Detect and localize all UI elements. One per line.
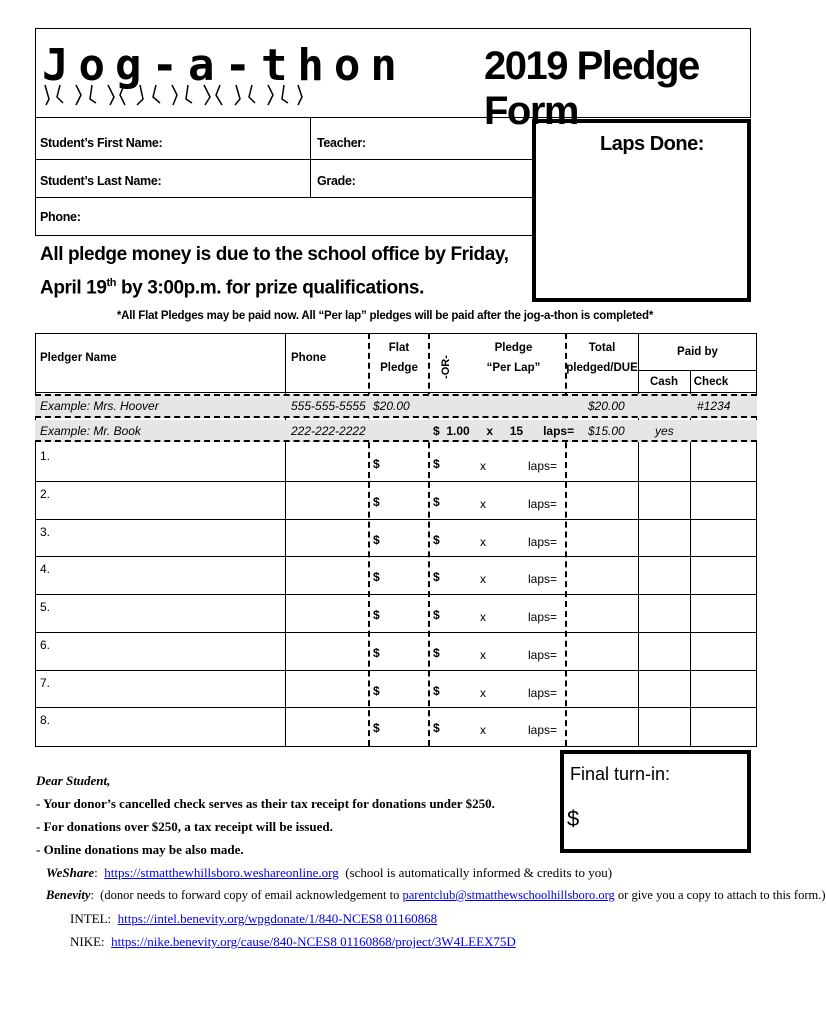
pledge-row[interactable] xyxy=(35,520,757,558)
header-flat-line1: Flat xyxy=(388,342,410,354)
header-check: Check xyxy=(693,376,729,388)
header-row-line xyxy=(35,392,757,393)
row-flat-dollar: $ xyxy=(373,608,380,622)
due-message-sup: th xyxy=(106,277,117,289)
benevity-post: or give you a copy to attach to this form.) xyxy=(614,888,826,902)
row-laps: laps= xyxy=(528,647,558,662)
header-total xyxy=(566,338,638,378)
final-turn-in-label: Final turn-in: xyxy=(570,764,671,784)
header-per-lap xyxy=(462,338,565,378)
row-laps: laps= xyxy=(528,610,558,624)
pledge-row[interactable] xyxy=(35,708,757,746)
weshare-colon: : xyxy=(94,865,98,880)
row-laps: laps= xyxy=(528,723,558,738)
weshare-label: WeShare xyxy=(46,865,95,880)
pledge-row[interactable] xyxy=(35,633,757,671)
row-lap-dollar: $ xyxy=(433,494,440,509)
row-flat-dollar: $ xyxy=(373,683,380,698)
example-1-flat: $20.00 xyxy=(373,399,410,413)
benevity-pre: : (donor needs to forward copy of email acknowledgement to xyxy=(90,888,403,902)
row-x: x xyxy=(480,610,486,624)
row-x: x xyxy=(480,723,486,738)
flat-pledge-note: *All Flat Pledges may be paid now. All “Per lap” pledges will be paid after the jog-a-thon is completed* xyxy=(116,310,654,322)
header-paid-by: Paid by xyxy=(677,346,718,358)
row-laps: laps= xyxy=(528,496,558,511)
example-2-per-lap: $ 1.00 x 15 laps= xyxy=(433,424,575,438)
teacher-label: Teacher: xyxy=(317,136,366,150)
benevity-email-link[interactable]: parentclub@stmatthewschoolhillsboro.org xyxy=(402,888,615,902)
intel-line xyxy=(70,911,437,927)
row-laps: laps= xyxy=(528,572,558,587)
pledge-row[interactable] xyxy=(35,482,757,520)
jogathon-title: Jog-a-thon xyxy=(42,40,407,91)
laps-done-label: Laps Done: xyxy=(600,133,704,155)
row-x: x xyxy=(480,685,486,700)
due-message-text-end: by 3:00p.m. for prize qualifications. xyxy=(116,277,424,299)
row-flat-dollar: $ xyxy=(373,532,380,547)
first-name-label: Student’s First Name: xyxy=(40,136,163,150)
row-x: x xyxy=(480,572,486,587)
row-lap-dollar: $ xyxy=(433,532,440,547)
header-phone: Phone xyxy=(291,352,327,364)
notes-bullet-receipt: - Your donor’s cancelled check serves as their tax receipt for donations under $250. xyxy=(36,796,495,811)
row-laps: laps= xyxy=(528,459,558,473)
header-total-line1: Total xyxy=(588,342,616,354)
row-x: x xyxy=(480,647,486,662)
row-lap-dollar: $ xyxy=(433,608,440,622)
last-name-label: Student’s Last Name: xyxy=(40,174,162,188)
row-laps: laps= xyxy=(528,685,558,700)
row-number: 5. xyxy=(40,600,51,614)
notes-bullet-online: - Online donations may be also made. xyxy=(36,842,244,857)
row-flat-dollar: $ xyxy=(373,494,380,509)
row-flat-dollar: $ xyxy=(373,721,380,736)
benevity-label: Benevity xyxy=(46,888,91,902)
row-flat-dollar: $ xyxy=(373,645,380,660)
row-number: 3. xyxy=(40,524,51,539)
phone-label: Phone: xyxy=(40,210,81,224)
row-x: x xyxy=(480,496,486,511)
pledge-row[interactable] xyxy=(35,671,757,709)
pledge-row[interactable] xyxy=(35,557,757,595)
row-number: 6. xyxy=(40,637,51,652)
row-number: 1. xyxy=(40,449,51,463)
example-2-name: Example: Mr. Book xyxy=(40,424,141,438)
weshare-line xyxy=(46,865,612,881)
benevity-line xyxy=(46,888,826,903)
row-laps: laps= xyxy=(528,534,558,549)
row-number: 4. xyxy=(40,562,51,577)
paidby-subheader-line xyxy=(638,370,757,371)
pledge-form-title: 2019 Pledge Form xyxy=(484,44,699,133)
row-lap-dollar: $ xyxy=(433,645,440,660)
nike-link[interactable]: https://nike.benevity.org/cause/840-NCES8 01160868/project/3W4LEEX75D xyxy=(111,934,516,949)
phone-row xyxy=(35,198,532,236)
pledge-table xyxy=(35,333,757,746)
row-number: 8. xyxy=(40,713,51,728)
pledge-row[interactable] xyxy=(35,444,757,482)
row-flat-dollar: $ xyxy=(373,570,380,585)
row-number: 2. xyxy=(40,486,51,501)
nike-label: NIKE: xyxy=(70,934,112,949)
header-pledger-name: Pledger Name xyxy=(40,352,117,364)
due-message xyxy=(40,240,520,302)
header-cash: Cash xyxy=(649,376,679,388)
notes-bullet-over-250: - For donations over $250, a tax receipt will be issued. xyxy=(36,819,333,834)
header-perlap-line2: “Per Lap” xyxy=(486,362,541,374)
row-x: x xyxy=(480,459,486,473)
last-name-row xyxy=(35,160,532,198)
row-lap-dollar: $ xyxy=(433,721,440,736)
example-2-cash: yes xyxy=(655,424,674,438)
header-perlap-line1: Pledge xyxy=(494,342,533,354)
example-1-name: Example: Mrs. Hoover xyxy=(40,399,159,413)
header-flat-pledge xyxy=(370,338,428,378)
weshare-link[interactable]: https://stmatthewhillsboro.weshareonline.org xyxy=(104,865,339,880)
due-message-text: All pledge money is due to the school office by Friday, April 19 xyxy=(40,244,509,299)
header-total-line2: pledged/DUE xyxy=(566,362,638,374)
example-row-2 xyxy=(35,420,757,442)
notes-greeting: Dear Student, xyxy=(36,773,111,788)
example-1-total: $20.00 xyxy=(588,399,625,413)
intel-label: INTEL: xyxy=(70,911,118,926)
intel-link[interactable]: https://intel.benevity.org/wpgdonate/1/840-NCES8 01160868 xyxy=(117,911,438,926)
row-lap-dollar: $ xyxy=(433,570,440,585)
grade-label: Grade: xyxy=(317,174,356,188)
final-turn-in-dollar: $ xyxy=(567,806,580,831)
example-2-phone: 222-222-2222 xyxy=(291,424,366,438)
table-border-top xyxy=(35,333,757,334)
row-flat-dollar: $ xyxy=(373,457,380,471)
row-lap-dollar: $ xyxy=(433,457,440,471)
weshare-note: (school is automatically informed & credits to you) xyxy=(338,865,613,880)
example-1-check: #1234 xyxy=(697,399,731,413)
row-x: x xyxy=(480,534,486,549)
table-border-bottom xyxy=(35,746,757,747)
row-number: 7. xyxy=(40,675,51,690)
header-or: -OR- xyxy=(440,355,452,379)
nike-line xyxy=(70,934,516,950)
row-lap-dollar: $ xyxy=(433,683,440,698)
running-legs-decoration xyxy=(40,80,310,110)
first-name-row xyxy=(35,118,532,160)
header-flat-line2: Pledge xyxy=(380,362,418,374)
example-1-phone: 555-555-5555 xyxy=(291,399,366,413)
example-2-total: $15.00 xyxy=(588,424,625,438)
pledge-row[interactable] xyxy=(35,595,757,633)
